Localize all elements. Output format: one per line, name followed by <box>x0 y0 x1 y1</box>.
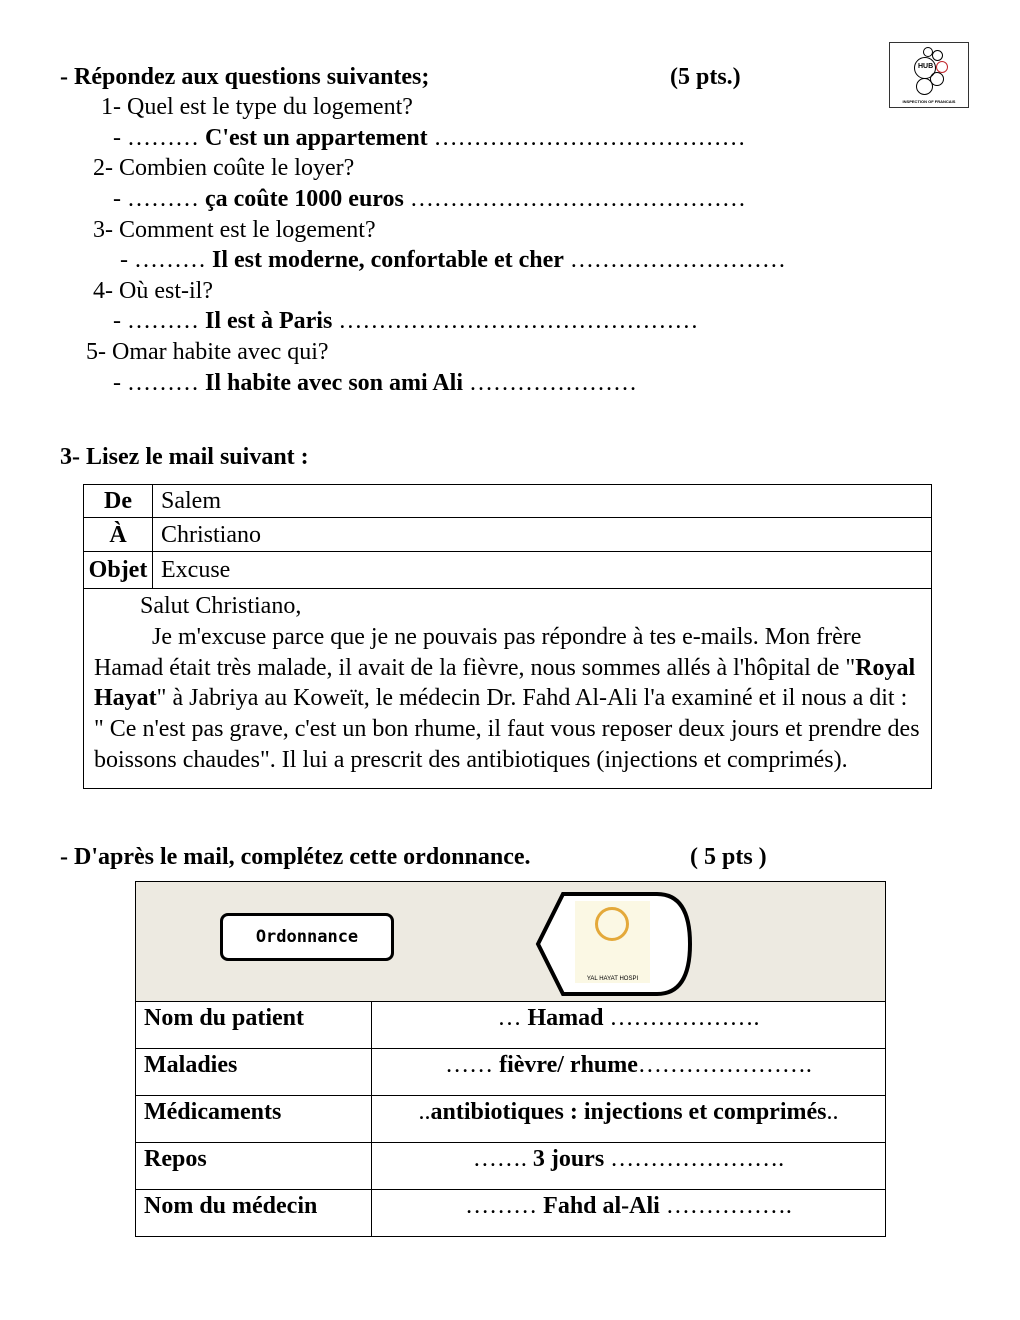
section3-title: 3- Lisez le mail suivant : <box>60 444 309 470</box>
logo-text: HUB <box>918 63 934 70</box>
ordonnance-label: Ordonnance <box>220 913 394 961</box>
rest-value: ……. 3 jours …………………. <box>372 1143 886 1190</box>
answer-2: - ……… ça coûte 1000 euros …………………………………… <box>113 186 746 212</box>
subject-value: Excuse <box>153 552 932 589</box>
patient-name-value: … Hamad ………………. <box>372 1002 886 1049</box>
patient-name-label: Nom du patient <box>136 1002 372 1049</box>
medication-label: Médicaments <box>136 1096 372 1143</box>
email-greeting: Salut Christiano, <box>140 593 302 619</box>
inspection-logo <box>889 42 969 108</box>
rest-label: Repos <box>136 1143 372 1190</box>
question-2: 2- Combien coûte le loyer? <box>93 155 355 181</box>
question-1: 1- Quel est le type du logement? <box>101 94 413 120</box>
prescription-header <box>136 882 886 1002</box>
hospital-logo <box>535 891 693 997</box>
answer-5: - ……… Il habite avec son ami Ali ………………… <box>113 370 638 396</box>
email-paragraph: Je m'excuse parce que je ne pouvais pas répondre à tes e-mails. Mon frère Hamad était très malade, il avait de la fièvre, nous sommes allés à l'hôpital de "Royal Hayat" à Jabriya au Koweït, le médecin Dr. Fahd Al-Ali l'a examiné et il nous a dit : " Ce n'est pas grave, c'est un bon rhume, il faut vous reposer deux jours et prendre des boissons chaudes". Il lui a prescrit des antibiotiques (injections et comprimés). <box>94 623 920 773</box>
answer-3: - ……… Il est moderne, confortable et cher ……………………… <box>120 247 786 273</box>
section2-points: (5 pts.) <box>670 64 741 90</box>
email-body <box>84 589 932 789</box>
answer-4: - ……… Il est à Paris ……………………………………… <box>113 308 699 334</box>
medication-value: ..antibiotiques : injections et comprimés.. <box>372 1096 886 1143</box>
illness-value: …… fièvre/ rhume…………………. <box>372 1049 886 1096</box>
section4-points: ( 5 pts ) <box>690 844 767 870</box>
to-label: À <box>84 518 153 552</box>
question-4: 4- Où est-il? <box>93 278 213 304</box>
from-label: De <box>84 485 153 518</box>
logo-caption: INSPECTION OF FRANCAIS <box>902 99 956 104</box>
to-value: Christiano <box>153 518 932 552</box>
illness-label: Maladies <box>136 1049 372 1096</box>
from-value: Salem <box>153 485 932 518</box>
section2-title: - Répondez aux questions suivantes; <box>60 64 430 90</box>
answer-1: - ……… C'est un appartement ………………………………… <box>113 125 746 151</box>
section4-title: - D'après le mail, complétez cette ordonnance. <box>60 844 531 870</box>
question-3: 3- Comment est le logement? <box>93 217 376 243</box>
question-5: 5- Omar habite avec qui? <box>86 339 329 365</box>
hospital-logo-text: YAL HAYAT HOSPI <box>586 976 639 982</box>
doctor-name-value: ……… Fahd al-Ali ……………. <box>372 1190 886 1237</box>
email-table <box>83 484 932 789</box>
subject-label: Objet <box>84 552 153 589</box>
prescription-table <box>135 881 886 1237</box>
doctor-name-label: Nom du médecin <box>136 1190 372 1237</box>
